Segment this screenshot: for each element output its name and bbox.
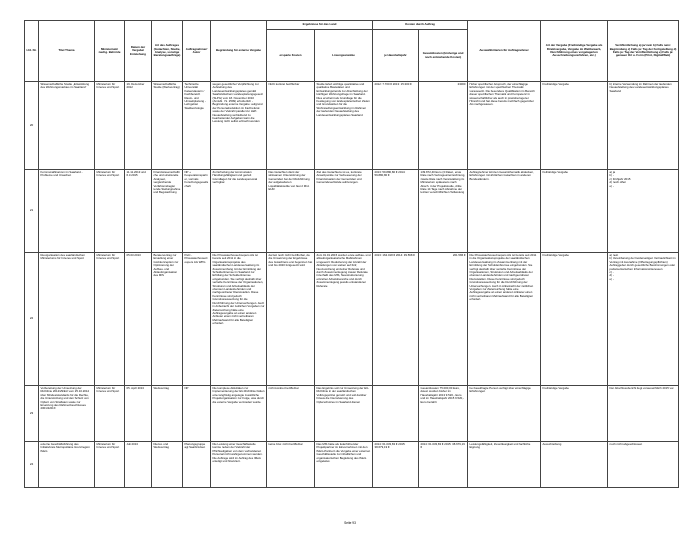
cell-art: Wissenschaftliche Studie (Werkvertrag) <box>152 82 183 170</box>
cell-ersparte: Nicht konkret bezifferbar <box>267 82 315 170</box>
cell-datum: 05.03.2013 <box>125 253 152 386</box>
cell-ministerium: Ministerium für Inneres und Sport <box>95 442 125 488</box>
cell-art: Dienst- und Werkvertrag <box>152 442 183 488</box>
cell-gesamt: 23000 <box>419 82 468 170</box>
cell-loesung: Ziel des Gutachtens ist es, konkrete Ansatzpunkte zur Verbesserung der Finanzsituation der Gemeinden und Gemeindeverbände aufzuzeigen. <box>315 170 373 253</box>
cell-vergabe: Ausschreibung <box>541 442 608 488</box>
cell-ersparte: nicht konkret bezifferbar <box>267 386 315 442</box>
cell-art: Werkvertrag <box>152 386 183 442</box>
cell-loesung: Das Ergebnis soll zur Umsetzung der EU-Richtlinie in der saarländischen Vollzugspolizei genutzt und soll darüber hinaus die Intensivierung des Opferschutzes im Saarland dienen <box>315 386 373 442</box>
cell-ministerium: Ministerium für Inneres und Sport <box>95 82 125 170</box>
header-art-auftrag: Art des Auftrages (Gutachten, Studie, Analyse, sonstige Beratungsaufträge) <box>152 21 183 82</box>
table-row <box>25 442 679 488</box>
cell-begruendung: wegen gesetzlicher Verpflichtung zur Aufstellung des Landesentwicklungsplanes gemäß Saarländischem Landesplanungsgesetz (SLPG) vom 18. November 2010 (Amtsbl. I S. 2599) erforderlich - Begründung externe Vergabe: aufgrund der Personalreduktion im Fachreferat sowie der Vielzahl parallel zur LEP-Neuaufstellung verbleibend zu bearbeitender Aufgaben kann die Leistung nicht selbst erbracht werden <box>211 82 267 170</box>
cell-haushalt: 2013: 59.880,80 € 2014: 59.880,80 € <box>373 170 419 253</box>
cell-veroeffentlichung: b) interne Verwendung im Rahmen der laufenden Neuaufstellung des Landesentwicklungsplanes Saarland <box>608 82 679 170</box>
header-loesung: Lösungsansätze <box>315 30 373 82</box>
cell-titel: Kommunalfinanzen im Saarland - Probleme und Ursachen <box>39 170 95 253</box>
cell-gesamt: 139.872,40 Euro (3 Raten, erste Rate nach Vertragsunterzeichnung, zweite Rate nach Veranstaltung im Ministerium spätestens nach Absch. 4 der Projektstudie, dritte Rate 14 Tage nach Abnahme der letzten verschriftlichten Teilleistung <box>419 170 468 253</box>
cell-auftragnehmer: Planungsgruppe agl Saarbrücken <box>183 442 211 488</box>
cell-titel: Wissenschaftliche Studie „Entwicklung des Wohnungsmarktes im Saarland“ <box>39 82 95 170</box>
cell-auswahl: bei beauftragte Person verfügt über einschlägige Erfahrungen <box>468 386 541 442</box>
cell-auftragnehmer: NP <box>183 386 211 442</box>
cell-vergabe: Freihändige Vergabe <box>541 386 608 442</box>
cell-auswahl: Hoher spezifischer Anspruch, der einschlägige Erfahrungen mit der spezifischen Thematik voraussetzt. Die besondere Qualifikation im Bereich dieser spezifischen Thematik und Kompetenz in wissenschaftlicher als auch in praxisbezogener Hinsicht und hat diese bereits mehrfach gegenüber AG nachgewiesen. <box>468 82 541 170</box>
cell-haushalt: 2014: 61.033,83 € 2015: 38.679,19 € <box>373 442 419 488</box>
cell-ersparte: keine bzw. nicht bezifferbar <box>267 442 315 488</box>
cell-ersparte: derzeit noch nicht bezifferbar, da die Umsetzung der Ergebnisse des Gutachtens erst begonnen hat und bis 2020 fortgesetzt wird <box>267 253 315 386</box>
header-gesamt: Gesamtkosten (bisherige und noch entstehende Kosten) <box>419 30 468 82</box>
cell-gesamt: Gesamtkosten 75.000,00 Euro, davon wurden bisher im Haushaltsjahr 2013 9.520,- Euro und im Haushaltsjahr 2015 9.520,- Euro bezahlt <box>419 386 468 442</box>
cell-ministerium: Ministerium für Inneres und Sport <box>95 253 125 386</box>
header-lfd: Lfd. Nr. <box>25 21 39 82</box>
header-veroeffentlichung: Veröffentlichung a) ja/ nein b) Falls nein: Begründung c) Falls ja: Tag der Fertigstellung d) Falls ja: Tag der Veröffentlichung e) Falls ja: genauer Ort u. Form (Print, Digital/Web) <box>608 21 679 82</box>
cell-ministerium: Ministerium für Inneres und Sport <box>95 386 125 442</box>
header-datum: Datum der Vergabe/ Entstehung <box>125 21 152 82</box>
cell-loesung: Zum 01.01.2015 wurden erste aufbau- und ablauforganisatorische Maßnahmen umgesetzt: Reduzierung der Anzahl der Abteilungen von sieben auf fünf, Neuzuordnung einzelner Referate und durch Zusammenlegung zweier Referate innerhalb des MIS, Neustrukturierung einzelner Arbeitsbereiche und durch Zusammenlegung jeweils entstandener Referate <box>315 253 373 386</box>
cell-veroeffentlichung: a) ja b) - c) Frühjahr 2015 d) noch offen e) - <box>608 170 679 253</box>
table-row <box>25 253 679 386</box>
cell-datum: 11.11.2013 und 6.3.2015 <box>125 170 152 253</box>
cell-vergabe: Freihändige Vergabe <box>541 253 608 386</box>
cell-haushalt: 2013: 162.018 € 2014: 39.568 € <box>373 253 419 386</box>
header-auswahl: Auswahlkriterien für Auftragnehmer <box>468 21 541 82</box>
cell-haushalt <box>373 386 419 442</box>
cell-auftragnehmer: Technische Universität Kaiserslautern / Fachbereich Raum- und Umweltplanung - Lehrgebiet Stadtsoziologie <box>183 82 211 170</box>
report-sheet <box>24 20 678 488</box>
header-auftragnehmer: Auftragnehmer/ Autor <box>183 21 211 82</box>
table-row <box>25 170 679 253</box>
cell-veroeffentlichung: Der Abschlussbericht liegt voraussichtlich 2015 vor. <box>608 386 679 442</box>
header-titel: Titel Thema <box>39 21 95 82</box>
page-number: Seite 93 <box>344 521 356 525</box>
cell-begruendung: Zur Erhellung der kommunalen Handlungsfähigkeit und gezielt Grundlagen für die Landespersonal verfügbar. <box>211 170 267 253</box>
cell-nr: 20 <box>25 82 39 170</box>
cell-auswahl: Auftragnehmer können Gesamtthematik abdecken, Erfahrungen mit ähnlichen Gutachten in anderen Bundesländern. <box>468 170 541 253</box>
cell-ministerium: Ministerium für Inneres und Sport <box>95 170 125 253</box>
header-ergebnisse-group: Ergebnisse für das Land <box>267 21 373 30</box>
cell-haushalt: 2012: 7.700 € 2013: 15.300 € <box>373 82 419 170</box>
cell-vergabe: Freihändige Vergabe <box>541 82 608 170</box>
cell-gesamt: 201.586 € <box>419 253 468 386</box>
cell-auftragnehmer: NP + Kooperationspartner, vormals Forschungsgesellschaft <box>183 170 211 253</box>
cell-art: Finanzwissenschaftliche und strukturelle Analysen, vergleichende Verfahrensbeglei tende Stellungnahme und Begutachtung <box>152 170 183 253</box>
cell-titel: externe Geschäftsführung des Initiativkreis Metropolitane Grenzregion IMeG <box>39 442 95 488</box>
cell-nr: 22 <box>25 253 39 386</box>
cell-veroeffentlichung: noch nicht abgeschlossen <box>608 442 679 488</box>
cell-nr: 23 <box>25 386 39 442</box>
cell-begruendung: Die Leistung einer Geschäftsstelle konnte neben der Vielzahl der Pflichtaufgaben von dem vorhandenen Personal nicht wahrgenommen werden. Die Auftrage wird im Auftrag des IMeG erledigt und finanziert. <box>211 442 267 488</box>
cell-titel: Reorganisation des saarländischen Ministeriums für Inneres und Sport <box>39 253 95 386</box>
cell-gesamt: 2014: 61.033,83 € 2015: 38.679,19 € <box>419 442 468 488</box>
cell-datum: 05. April 2013 <box>125 386 152 442</box>
cell-nr: 24 <box>25 442 39 488</box>
header-begruendung: Begründung für externe Vergabe <box>211 21 267 82</box>
header-ersparte: ersparte Kosten <box>267 30 315 82</box>
cell-begruendung: Die PricewaterhouseCoopers AG ist bereits seit 2011 in die Organisationsprojekte des saarländischen Landesverwaltung im Zusammenhang mit der Ermittlung der Schuldenbremse im Saarland zur Erfüllung der Schuldenbremse eingebunden. Sie verfügt deshalb über vertiefte Kenntnisse der Organisationen, Strukturen und Arbeitsabläufe der obersten Landesbehörden und nachgeordneter Dienststellen. Diese Kenntnisse sind jedoch Grundvoraussetzung für die Durchführung der Untersuchungen. Auch in Anbetracht der zeitlichen Vorgaben zur Zielerreichung hätte eine Auftragsvergabe an einen anderen Anbieter einen nicht vertretbaren Mehraufwand für alle Beteiligten erfordert. <box>211 253 267 386</box>
contracts-table <box>24 20 679 488</box>
header-ministerium: Ministerium/ nachg. Behörde <box>95 21 125 82</box>
cell-begruendung: Die komplexe Aktivitäten zur Implementierung der EU-Richtlinie hätten eine langfristig angelegte zusätzliche Projektorganisation zur Folge, was durch die externe Vergabe vermieden wurde. <box>211 386 267 442</box>
cell-auftragnehmer: PwC - PricewaterhouseCoopers AG WPG <box>183 253 211 386</box>
table-row <box>25 386 679 442</box>
cell-loesung: Das MIS hatte als federführender Projektpartner im Einvernehmen mit den IMeG-Partnern die Vergabe einer externen Geschäftsstelle zur inhaltlichen und organisatorischen Begleitung des IMeG eingeleitet. <box>315 442 373 488</box>
cell-art: Beratervertrag zur Erstellung einer Grobkonzeption zur Optimierung der Aufbau- und Ablauforganisation des MIS <box>152 253 183 386</box>
cell-loesung: Studie liefert wichtige quantitative und qualitative Basisdaten und Entwicklungstrends zur Abschätzung der künftigen Wohnungsfrage im Saarland. Dies erscheint als Grundlage für die Festlegung von landesplanerischen Zielen und Grundsätzen für die Wohnsiedlungsentwicklung im Rahmen der laufenden Neuaufstellung des Landesentwicklungsplanes Saarland <box>315 82 373 170</box>
table-row <box>25 82 679 170</box>
cell-auswahl: Die PricewaterhouseCoopers AG ist bereits seit 2011 in die Organisationsprojekte der saarländischen Landesverwaltung im Zusammenhang mit der Ermittlung der Schuldenbremse eingebunden. Sie verfügt deshalb über vertiefte Kenntnisse der Organisationen, Strukturen und Arbeitsabläufe der obersten Landesbehörden und nachgeordneter Dienststellen. Diese Kenntnisse sind jedoch Grundvoraussetzung für die Durchführung der Untersuchungen. Auch in Anbetracht der zeitlichen Vorgaben zur Zielerreichung hätte eine Auftragsvergabe an einen anderen Anbieter einen nicht vertretbaren Mehraufwand für alle Beteiligten erfordert. <box>468 253 541 386</box>
header-haushalt: je Haushaltsjahr <box>373 30 419 82</box>
cell-ersparte: Das Gutachten dient der wirksamen Unterstützung der Gemeinden bei der Rückführung der aufgelaufenen Liquiditätskredite von fast 2 Mrd. EUR. <box>267 170 315 253</box>
cell-datum: 19. Dezember 2012 <box>125 82 152 170</box>
cell-vergabe: freihändige Vergabe <box>541 170 608 253</box>
cell-auswahl: Leistungsfähigkeit, Zuverlässigkeit und fachliche Eignung <box>468 442 541 488</box>
header-kosten-group: Kosten durch Auftrag <box>373 21 468 30</box>
cell-nr: 21 <box>25 170 39 253</box>
cell-veroeffentlichung: a) nein b) Vereinbarung der beiderseitigen Vertraulichkeit im Vertrag mit Ausnahme (Offenlegungspflichten) Auftraggeber durch gesetzliche Bestimmungen oder parlamentarischen Informationsinteressen c) - d) - e) - <box>608 253 679 386</box>
header-art-vergabe: Art der Vergabe (Freihändige Vergabe als Direktvergabe, Vergabe im Wettbewerb, Durchführung eines vorgelagerten Ausschreibungsverfahren, etc.) <box>541 21 608 82</box>
cell-datum: Juli 2013 <box>125 442 152 488</box>
cell-titel: Vorbereitung der Umsetzung der Richtlinie 2012/29/EU vom 25.10.2012 über Mindeststandards für die Rechte, die Unterstützung und den Schutz von Opfern von Straftaten sowie zur Ersetzung des Rahmenbeschlusses 2001/220/JI <box>39 386 95 442</box>
